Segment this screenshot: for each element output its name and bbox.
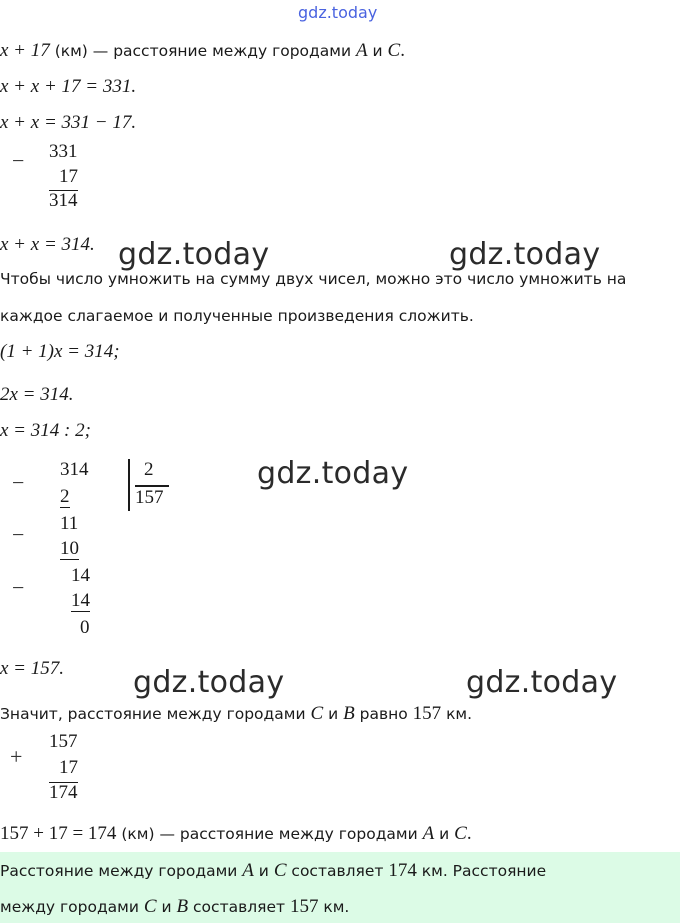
math-expression: x + 17 xyxy=(0,40,50,61)
period: . xyxy=(400,40,405,61)
addend-2: 17 xyxy=(59,757,78,778)
line-distance-ac xyxy=(0,40,405,62)
subtrahend: 17 xyxy=(59,166,78,187)
answer-line-1 xyxy=(0,860,546,882)
text: и xyxy=(156,898,177,916)
point-label: C xyxy=(143,896,157,917)
text: км. Расстояние xyxy=(416,862,547,880)
sum: 174 xyxy=(49,782,78,803)
text: и xyxy=(323,705,344,723)
rule-text-2: каждое слагаемое и полученные произведения сложить. xyxy=(0,307,474,325)
equation-7: x = 157. xyxy=(0,658,65,679)
text: и xyxy=(367,42,388,60)
rule-text-1: Чтобы число умножить на сумму двух чисел, можно это число умножить на xyxy=(0,270,627,288)
point-label: C xyxy=(273,860,287,881)
text: составляет xyxy=(188,898,290,916)
watermark: gdz.today xyxy=(449,237,601,272)
quotient: 157 xyxy=(135,487,164,508)
text: (км) — расстояние между городами xyxy=(49,42,356,60)
number: 157 xyxy=(289,896,319,917)
line-distance-ac-result xyxy=(0,823,472,845)
point-label: A xyxy=(355,40,368,61)
equation-5: 2x = 314. xyxy=(0,384,74,405)
math-expression: 157 + 17 = 174 xyxy=(0,823,117,844)
text: между городами xyxy=(0,898,144,916)
partial-dividend: 14 xyxy=(71,565,90,586)
watermark: gdz.today xyxy=(257,456,409,491)
partial-subtrahend: 2 xyxy=(60,486,70,507)
equation-4: (1 + 1)x = 314; xyxy=(0,341,120,362)
text: Расстояние между городами xyxy=(0,862,243,880)
difference: 314 xyxy=(49,190,78,211)
partial-subtrahend: 14 xyxy=(71,590,90,611)
division-bar xyxy=(128,459,130,511)
remainder: 0 xyxy=(80,617,90,638)
equation-6: x = 314 : 2; xyxy=(0,420,91,441)
number: 157 xyxy=(412,703,442,724)
text: Значит, расстояние между городами xyxy=(0,705,311,723)
header-watermark: gdz.today xyxy=(298,3,378,22)
text: составляет xyxy=(286,862,389,880)
point-label: C xyxy=(387,40,401,61)
answer-line-2 xyxy=(0,896,349,918)
text: и xyxy=(253,862,274,880)
equation-1: x + x + 17 = 331. xyxy=(0,76,137,97)
text: км. xyxy=(441,705,473,723)
point-label: B xyxy=(343,703,355,724)
watermark: gdz.today xyxy=(118,237,270,272)
plus-sign: + xyxy=(10,744,23,769)
minus-sign: − xyxy=(12,522,25,547)
minus-sign: − xyxy=(12,575,25,600)
point-label: B xyxy=(176,896,189,917)
text: (км) — расстояние между городами xyxy=(116,825,423,843)
minuend: 331 xyxy=(49,141,78,162)
minus-sign: − xyxy=(12,470,25,495)
watermark: gdz.today xyxy=(133,665,285,700)
text: км. xyxy=(318,898,350,916)
equation-2: x + x = 331 − 17. xyxy=(0,112,137,133)
partial-subtrahend: 10 xyxy=(60,538,79,559)
point-label: A xyxy=(242,860,254,881)
partial-dividend: 11 xyxy=(60,513,79,534)
period: . xyxy=(466,823,472,844)
point-label: C xyxy=(310,703,324,724)
dividend: 314 xyxy=(60,459,89,480)
text: и xyxy=(434,825,455,843)
divisor: 2 xyxy=(144,459,154,480)
watermark: gdz.today xyxy=(466,665,618,700)
point-label: A xyxy=(422,823,435,844)
point-label: C xyxy=(454,823,467,844)
conclusion-line xyxy=(0,703,472,725)
number: 174 xyxy=(388,860,417,881)
minus-sign: − xyxy=(12,148,25,173)
equation-3: x + x = 314. xyxy=(0,234,95,255)
text: равно xyxy=(354,705,413,723)
addend-1: 157 xyxy=(49,731,78,752)
